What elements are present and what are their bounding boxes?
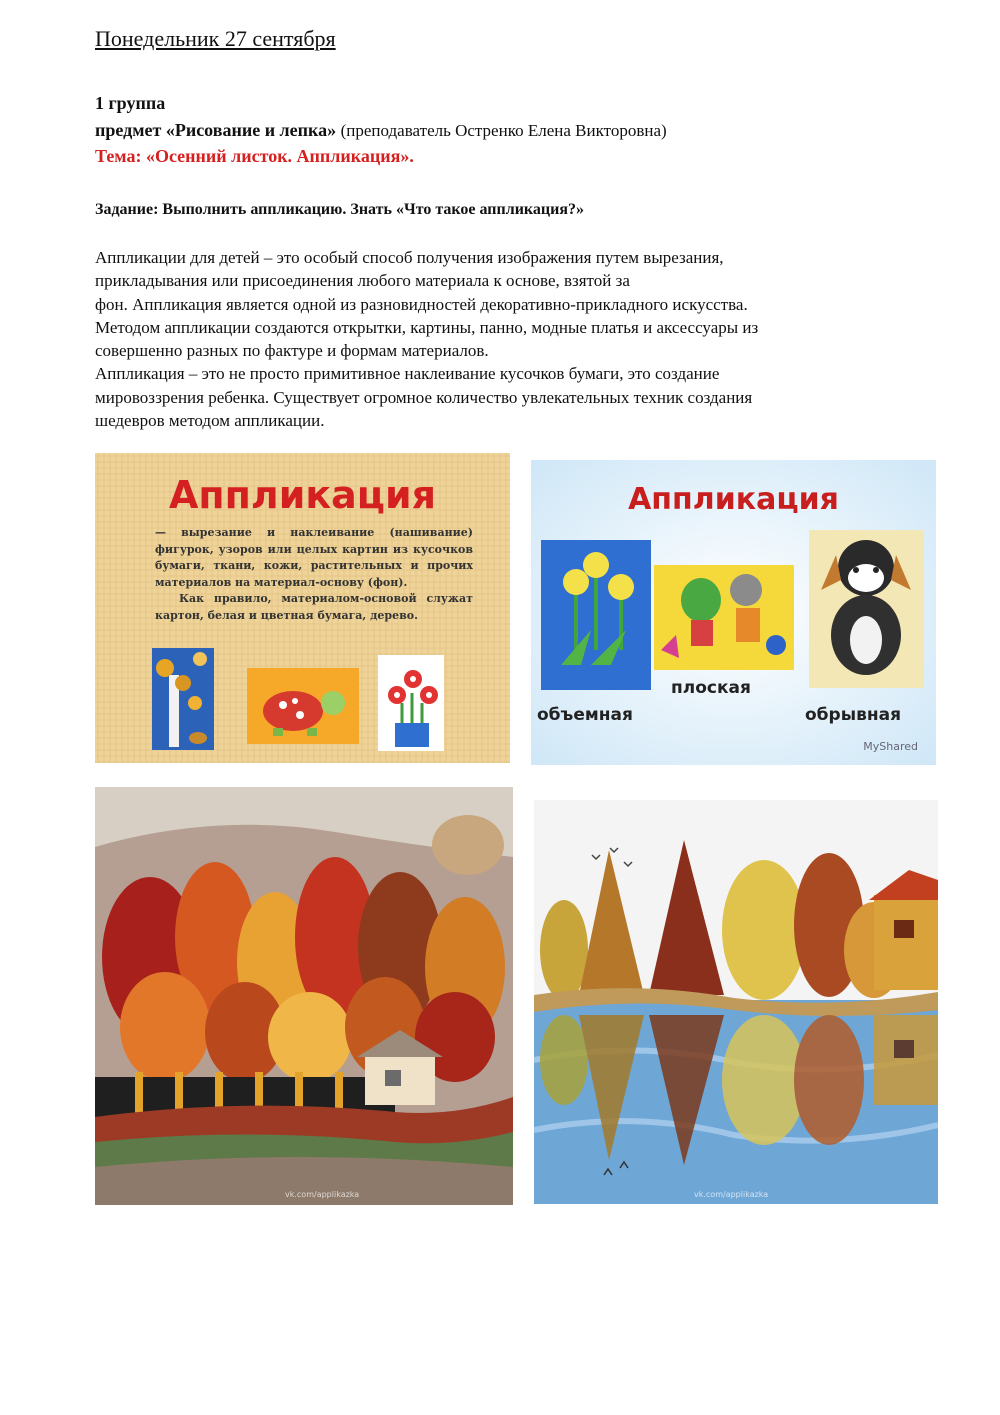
- body-line: шедевров методом аппликации.: [95, 411, 325, 431]
- body-line: прикладывания или присоединения любого материала к основе, взятой за: [95, 271, 630, 291]
- type-label-torn: обрывная: [805, 705, 901, 725]
- slide-title: Аппликация: [168, 473, 436, 517]
- forest-collage-image: [95, 787, 513, 1205]
- type-label-volumetric: объемная: [537, 705, 633, 725]
- collage-watermark: vk.com/applikazka: [694, 1190, 769, 1199]
- body-line: Аппликация – это не просто примитивное наклеивание кусочков бумаги, это создание: [95, 364, 720, 384]
- definition-slide-image: [95, 453, 510, 763]
- body-line: Аппликации для детей – это особый способ получения изображения путем вырезания,: [95, 248, 724, 267]
- reflection-collage-image: [534, 800, 938, 1204]
- slide-title: Аппликация: [628, 482, 839, 517]
- collage-watermark: vk.com/applikazka: [285, 1190, 360, 1199]
- body-line: Методом аппликации создаются открытки, картины, панно, модные платья и аксессуары из: [95, 317, 759, 337]
- group-heading: 1 группа: [95, 93, 166, 113]
- subject-label: предмет «Рисование и лепка»: [95, 120, 337, 140]
- teacher-name: (преподаватель Остренко Елена Викторовна): [340, 121, 667, 140]
- task-heading: Задание: Выполнить аппликацию. Знать «Что такое аппликация?»: [95, 201, 584, 218]
- definition-text: — вырезание и наклеивание (нашивание) фигурок, узоров или целых картин из кусочков бумаги, ткани, кожи, растительных и прочих материалов на материал-основу (фон).: [155, 526, 473, 589]
- body-line: совершенно разных по фактуре и формам материалов.: [95, 341, 489, 361]
- subject-line: [95, 120, 667, 141]
- body-line: фон. Аппликация является одной из разновидностей декоративно-прикладного искусства.: [95, 294, 748, 314]
- forest-collage-art: [95, 787, 513, 1205]
- reflection-collage-art: [534, 800, 938, 1204]
- document-date: Понедельник 27 сентября: [95, 26, 336, 51]
- type-label-flat: плоская: [671, 678, 751, 698]
- types-slide-image: [531, 460, 936, 765]
- materials-text: Как правило, материалом-основой служат картон, белая и цветная бумага, дерево.: [155, 592, 473, 622]
- body-line: мировоззрения ребенка. Существует огромное количество увлекательных техник создания: [95, 387, 753, 407]
- slide-definition: [155, 525, 473, 625]
- body-paragraph: [95, 246, 915, 432]
- topic-heading: Тема: «Осенний листок. Аппликация».: [95, 146, 414, 166]
- brand-watermark: MyShared: [863, 740, 918, 753]
